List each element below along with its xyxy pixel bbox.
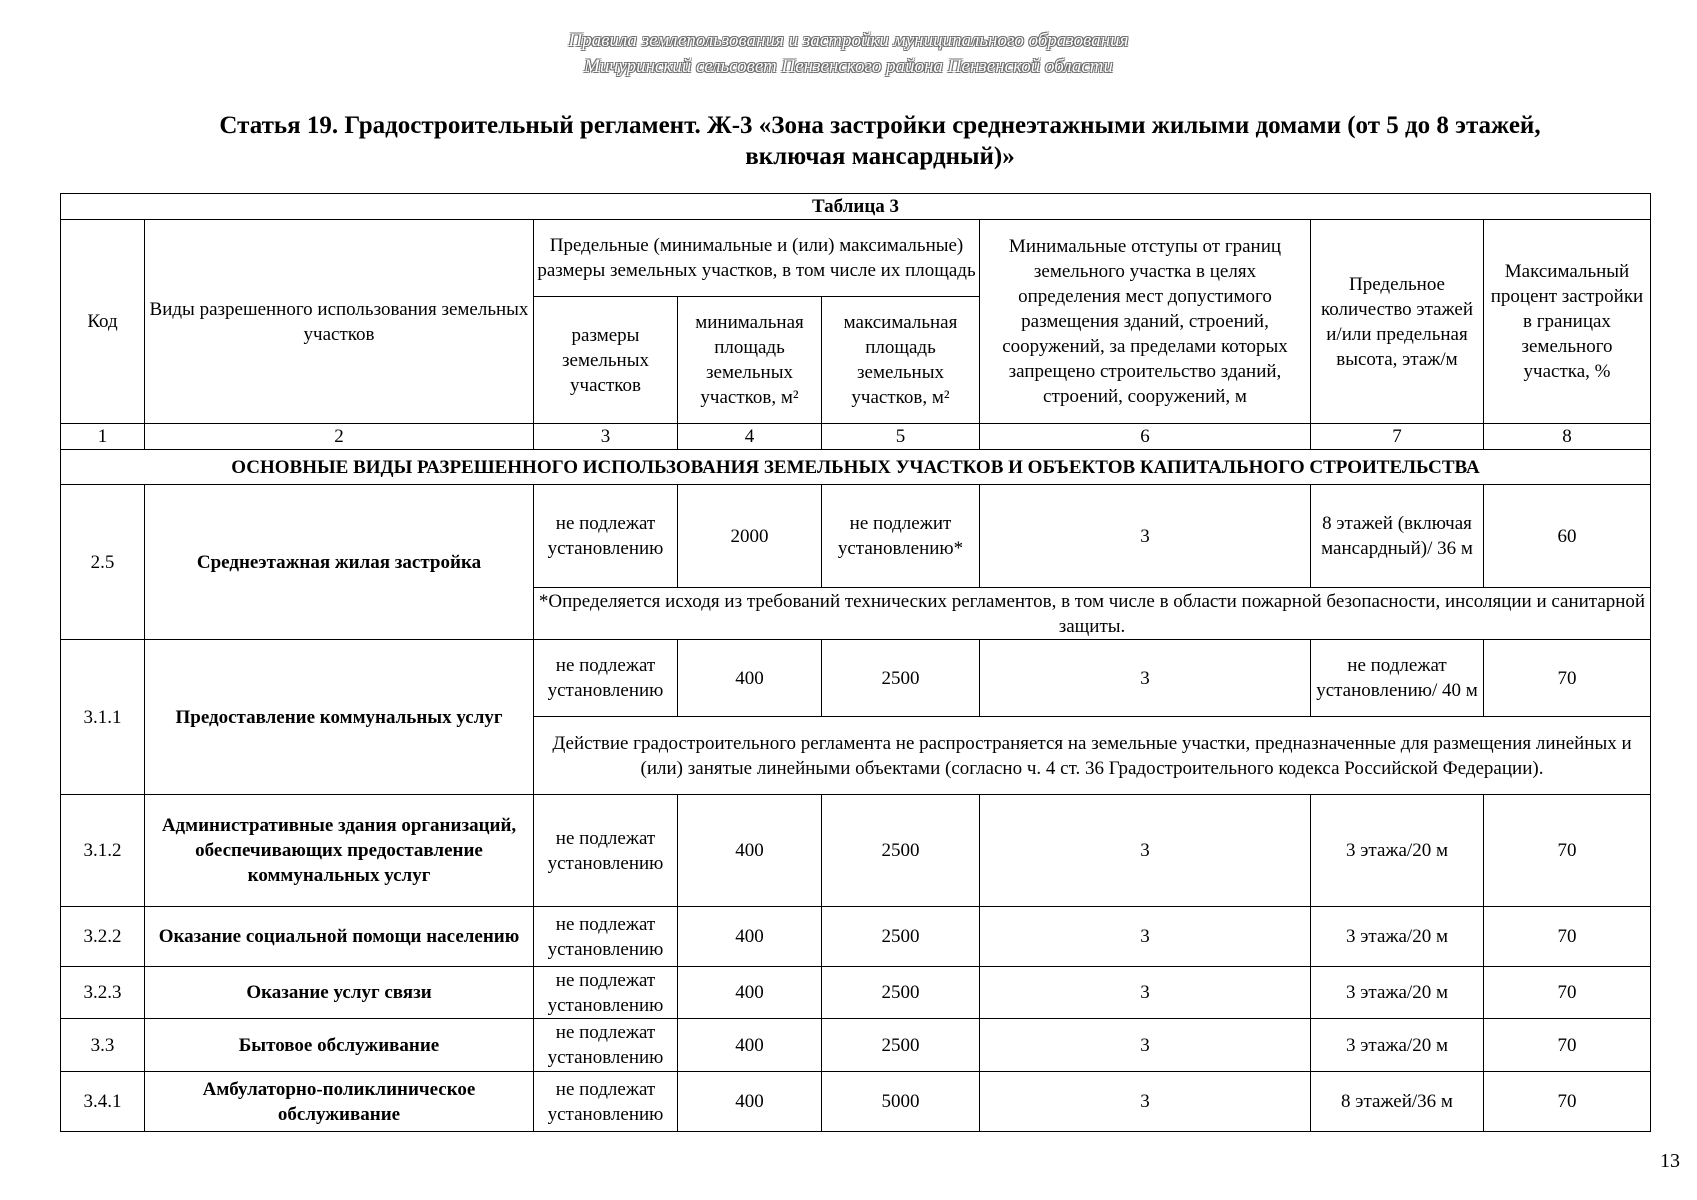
regulation-table (60, 193, 1651, 1132)
row-min-area: 400 (678, 640, 822, 717)
row-floors: 3 этажа/20 м (1311, 795, 1484, 907)
row-code: 3.1.1 (61, 640, 145, 795)
table-row (61, 1072, 1651, 1132)
row-coverage: 70 (1484, 1072, 1651, 1132)
row-name: Оказание услуг связи (145, 967, 534, 1019)
row-max-area: 2500 (822, 640, 980, 717)
header-min-area: минимальная площадь земельных участков, м² (678, 297, 822, 424)
column-number: 6 (980, 424, 1311, 450)
table-row (61, 967, 1651, 1019)
row-floors: 8 этажей (включая мансардный)/ 36 м (1311, 485, 1484, 588)
header-setbacks: Минимальные отступы от границ земельного участка в целях определения мест допустимого размещения зданий, строений, сооружений, за пределами которых запрещено строительство зданий, строений, сооружений, м (980, 220, 1311, 424)
row-coverage: 70 (1484, 795, 1651, 907)
row-coverage: 70 (1484, 640, 1651, 717)
row-size: не подлежат установлению (534, 1019, 678, 1072)
row-floors: 3 этажа/20 м (1311, 907, 1484, 967)
row-min-area: 400 (678, 795, 822, 907)
row-max-area: 2500 (822, 1019, 980, 1072)
column-number: 7 (1311, 424, 1484, 450)
column-number: 5 (822, 424, 980, 450)
row-size: не подлежат установлению (534, 485, 678, 588)
row-code: 3.2.3 (61, 967, 145, 1019)
row-name: Предоставление коммунальных услуг (145, 640, 534, 795)
row-setback: 3 (980, 967, 1311, 1019)
row-max-area: 5000 (822, 1072, 980, 1132)
row-size: не подлежат установлению (534, 640, 678, 717)
row-min-area: 400 (678, 907, 822, 967)
row-coverage: 70 (1484, 967, 1651, 1019)
row-name: Среднеэтажная жилая застройка (145, 485, 534, 640)
header-floors: Предельное количество этажей и/или предельная высота, этаж/м (1311, 220, 1484, 424)
row-setback: 3 (980, 1072, 1311, 1132)
table-row (61, 795, 1651, 907)
page-header-line2: Мичуринский сельсовет Пензенского района Пензенской области (584, 56, 1113, 77)
row-code: 3.2.2 (61, 907, 145, 967)
row-floors: 8 этажей/36 м (1311, 1072, 1484, 1132)
row-floors: не подлежат установлению/ 40 м (1311, 640, 1484, 717)
row-code: 3.3 (61, 1019, 145, 1072)
row-min-area: 2000 (678, 485, 822, 588)
row-setback: 3 (980, 907, 1311, 967)
row-max-area: не подлежит установлению* (822, 485, 980, 588)
row-setback: 3 (980, 640, 1311, 717)
row-note: Действие градостроительного регламента не распространяется на земельные участки, предназначенные для размещения линейных и (или) занятые линейными объектами (согласно ч. 4 ст. 36 Градостроительного кодекса Российской Федерации). (534, 717, 1651, 795)
row-size: не подлежат установлению (534, 795, 678, 907)
header-coverage: Максимальный процент застройки в границах земельного участка, % (1484, 220, 1651, 424)
row-code: 2.5 (61, 485, 145, 640)
column-number: 3 (534, 424, 678, 450)
page-header (0, 28, 1697, 80)
row-size: не подлежат установлению (534, 967, 678, 1019)
row-min-area: 400 (678, 967, 822, 1019)
table-caption: Таблица 3 (61, 194, 1651, 220)
row-note: *Определяется исходя из требований технических регламентов, в том числе в области пожарной безопасности, инсоляции и санитарной защиты. (534, 588, 1651, 640)
row-max-area: 2500 (822, 795, 980, 907)
row-coverage: 70 (1484, 907, 1651, 967)
row-min-area: 400 (678, 1072, 822, 1132)
column-number: 8 (1484, 424, 1651, 450)
header-max-area: максимальная площадь земельных участков, м² (822, 297, 980, 424)
section-title: ОСНОВНЫЕ ВИДЫ РАЗРЕШЕННОГО ИСПОЛЬЗОВАНИЯ ЗЕМЕЛЬНЫХ УЧАСТКОВ И ОБЪЕКТОВ КАПИТАЛЬНОГО СТРОИТЕЛЬСТВА (61, 450, 1651, 485)
row-floors: 3 этажа/20 м (1311, 1019, 1484, 1072)
row-max-area: 2500 (822, 907, 980, 967)
row-min-area: 400 (678, 1019, 822, 1072)
column-number: 4 (678, 424, 822, 450)
column-number: 2 (145, 424, 534, 450)
table-row (61, 640, 1651, 717)
table-body (61, 194, 1651, 1132)
row-code: 3.4.1 (61, 1072, 145, 1132)
article-title-line1: Статья 19. Градостроительный регламент. Ж-3 «Зона застройки среднеэтажными жилыми домами (от 5 до 8 этажей, (219, 112, 1541, 139)
row-floors: 3 этажа/20 м (1311, 967, 1484, 1019)
row-max-area: 2500 (822, 967, 980, 1019)
article-title (100, 110, 1660, 172)
row-name: Оказание социальной помощи населению (145, 907, 534, 967)
header-plot-size: размеры земельных участков (534, 297, 678, 424)
row-coverage: 60 (1484, 485, 1651, 588)
row-name: Амбулаторно-поликлиническое обслуживание (145, 1072, 534, 1132)
row-setback: 3 (980, 485, 1311, 588)
row-name: Административные здания организаций, обеспечивающих предоставление коммунальных услуг (145, 795, 534, 907)
column-number: 1 (61, 424, 145, 450)
header-code: Код (61, 220, 145, 424)
row-code: 3.1.2 (61, 795, 145, 907)
row-setback: 3 (980, 795, 1311, 907)
page-header-line1: Правила землепользования и застройки муниципального образования (568, 30, 1129, 51)
article-title-line2: включая мансардный)» (745, 143, 1015, 170)
table-row (61, 1019, 1651, 1072)
column-numbers-row (61, 424, 1651, 450)
header-use-type: Виды разрешенного использования земельных участков (145, 220, 534, 424)
table-row (61, 485, 1651, 588)
row-name: Бытовое обслуживание (145, 1019, 534, 1072)
row-size: не подлежат установлению (534, 907, 678, 967)
row-coverage: 70 (1484, 1019, 1651, 1072)
table-row (61, 907, 1651, 967)
row-size: не подлежат установлению (534, 1072, 678, 1132)
page-number: 13 (1660, 1150, 1680, 1172)
header-plot-limits: Предельные (минимальные и (или) максимальные) размеры земельных участков, в том числе их площадь (534, 220, 980, 297)
row-setback: 3 (980, 1019, 1311, 1072)
